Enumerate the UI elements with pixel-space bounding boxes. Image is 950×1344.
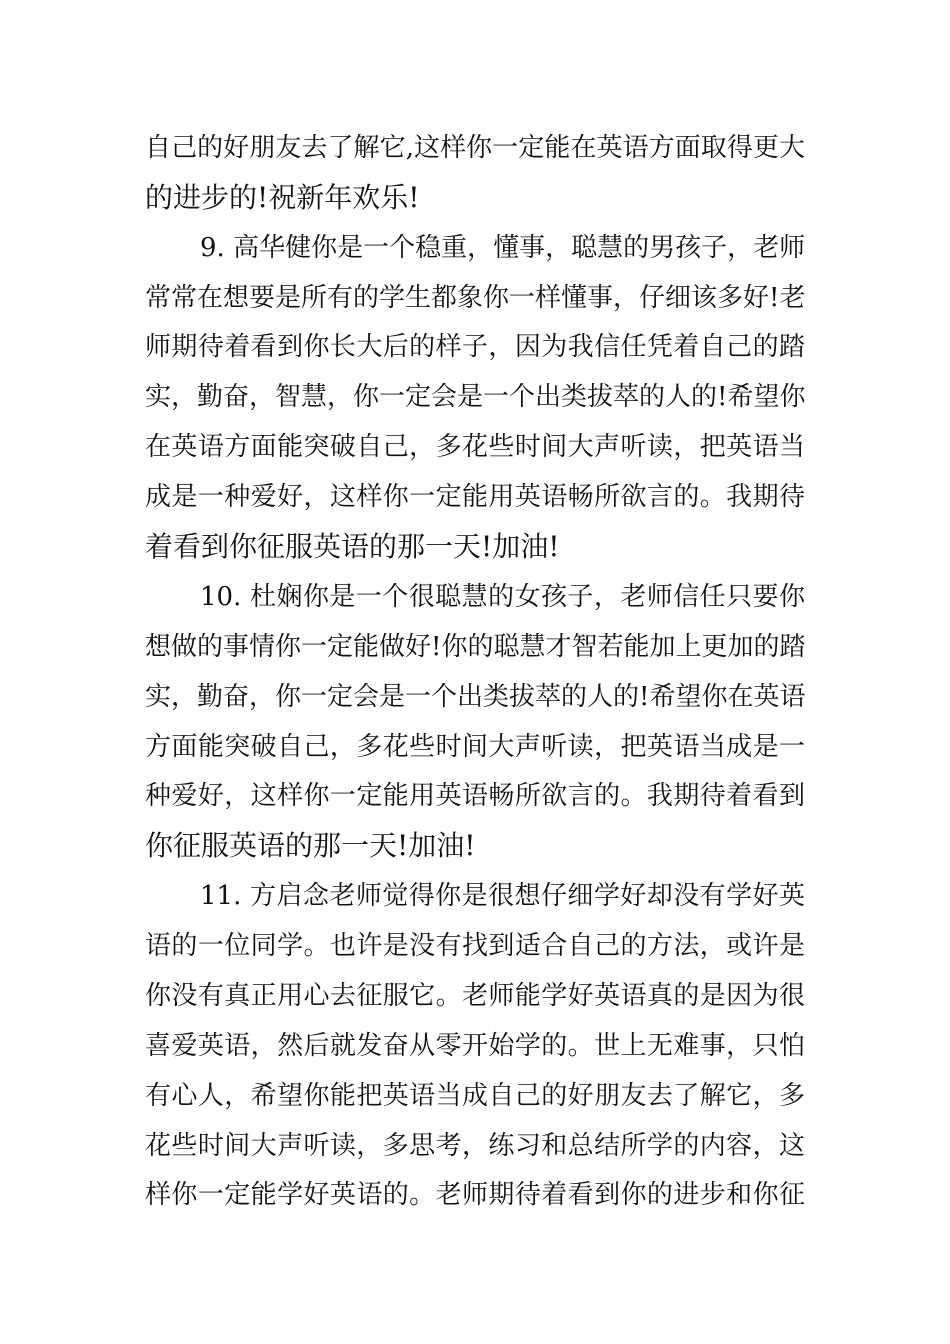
text-line: 方面能突破自己，多花些时间大声听读，把英语当成是一 (145, 732, 805, 762)
text-line: 花些时间大声听读，多思考，练习和总结所学的内容，这 (145, 1131, 805, 1161)
paragraph-10-first-line: 10. 杜娴你是一个很聪慧的女孩子，老师信任只要你 (200, 582, 805, 612)
text-line: 师期待着看到你长大后的样子，因为我信任凭着自己的踏 (145, 332, 805, 362)
text-line: 的进步的!祝新年欢乐! (145, 181, 420, 214)
text-line: 有心人，希望你能把英语当成自己的好朋友去了解它，多 (145, 1081, 805, 1111)
text-line: 实，勤奋，智慧，你一定会是一个出类拔萃的人的!希望你 (145, 382, 806, 412)
text-line: 你征服英语的那一天!加油! (145, 829, 476, 862)
text-line: 你没有真正用心去征服它。老师能学好英语真的是因为很 (145, 981, 805, 1011)
text-line: 喜爱英语，然后就发奋从零开始学的。世上无难事，只怕 (145, 1031, 805, 1061)
text-line: 自己的好朋友去了解它,这样你一定能在英语方面取得更大 (145, 133, 805, 163)
text-line: 语的一位同学。也许是没有找到适合自己的方法，或许是 (145, 931, 805, 961)
text-line: 样你一定能学好英语的。老师期待着看到你的进步和你征 (145, 1180, 805, 1210)
paragraph-11-first-line: 11. 方启念老师觉得你是很想仔细学好却没有学好英 (200, 881, 805, 911)
text-line: 想做的事情你一定能做好!你的聪慧才智若能加上更加的踏 (145, 632, 806, 662)
text-line: 成是一种爱好，这样你一定能用英语畅所欲言的。我期待 (145, 482, 805, 512)
text-line: 着看到你征服英语的那一天!加油! (145, 530, 560, 563)
text-line: 实，勤奋，你一定会是一个出类拔萃的人的!希望你在英语 (145, 682, 806, 712)
text-line: 常常在想要是所有的学生都象你一样懂事，仔细该多好!老 (145, 283, 806, 313)
text-line: 在英语方面能突破自己，多花些时间大声听读，把英语当 (145, 432, 805, 462)
paragraph-9-first-line: 9. 高华健你是一个稳重，懂事，聪慧的男孩子，老师 (200, 233, 806, 263)
text-line: 种爱好，这样你一定能用英语畅所欲言的。我期待着看到 (145, 781, 805, 811)
